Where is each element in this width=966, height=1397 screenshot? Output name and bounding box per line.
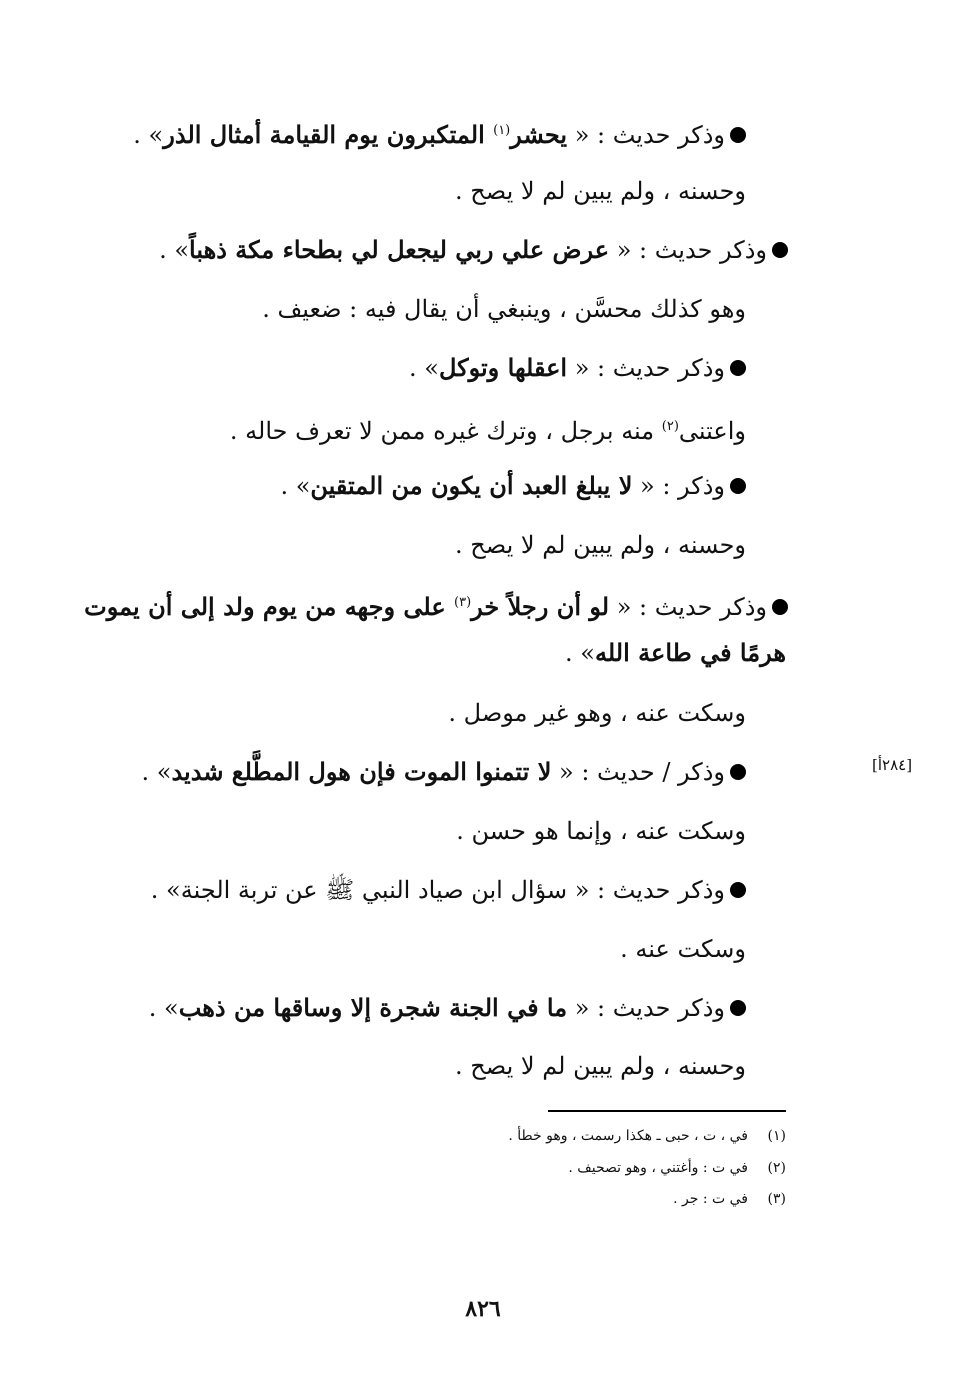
footnote-number: (١) (767, 1128, 786, 1144)
footnote-ref[interactable]: (٣) (454, 595, 472, 610)
hadith-entry-4: وذكر : « لا يبلغ العبد أن يكون من المتقين» . (280, 469, 746, 503)
hadith-entry-6: وذكر / حديث : « لا تتمنوا الموت فإن هول المطَّلع شديد» . (142, 755, 747, 789)
hadith-text: اعقلها وتوكل (439, 353, 568, 382)
hadith-entry-2: وذكر حديث : « عرض علي ربي ليجعل لي بطحاء مكة ذهباً» . (159, 233, 788, 267)
footnote-number: (٣) (767, 1191, 786, 1207)
comment-line: وسكت عنه ، وإنما هو حسن . (456, 817, 746, 845)
hadith-entry-1: وذكر حديث : « يحشر$^{(١)}$ المتكبرون يوم القيامة أمثال الذر» . (133, 114, 746, 152)
hadith-text: ما في الجنة شجرة إلا وساقها من ذهب (178, 993, 568, 1022)
bullet-icon (772, 599, 788, 615)
footnote-number: (٢) (767, 1160, 786, 1176)
comment-line: وحسنه ، ولم يبين لم لا يصح . (455, 177, 746, 205)
bullet-icon (730, 1000, 746, 1016)
comment-line: وحسنه ، ولم يبين لم لا يصح . (455, 531, 746, 559)
bullet-icon (730, 127, 746, 143)
bullet-icon (772, 242, 788, 258)
hadith-text: يحشر (510, 120, 568, 149)
comment-line: وسكت عنه . (620, 935, 746, 963)
hadith-text: لا تتمنوا الموت فإن هول المطَّلع شديد (171, 757, 552, 786)
footnote-ref[interactable]: (١) (493, 123, 511, 138)
hadith-text: لا يبلغ العبد أن يكون من المتقين (310, 471, 633, 500)
footnote-2: (٢)في ت : وأغتني ، وهو تصحيف . (568, 1160, 786, 1176)
footnote-3: (٣)في ت : جر . (673, 1191, 786, 1207)
footnote-ref[interactable]: (٢) (661, 419, 679, 434)
comment-line: وحسنه ، ولم يبين لم لا يصح . (455, 1052, 746, 1080)
footnote-1: (١)في ، ت ، حبى ـ هكذا رسمت ، وهو خطأ . (508, 1128, 786, 1144)
bullet-icon (730, 478, 746, 494)
hadith-text: على وجهه من يوم ولد إلى أن يموت (84, 592, 455, 621)
hadith-text: هرمًا في طاعة الله (594, 638, 786, 667)
page-number: ٨٢٦ (465, 1296, 501, 1322)
hadith-entry-3: وذكر حديث : « اعقلها وتوكل» . (409, 351, 746, 385)
hadith-continuation: هرمًا في طاعة الله» . (565, 638, 786, 667)
bullet-icon (730, 882, 746, 898)
footnote-divider (548, 1110, 786, 1112)
hadith-entry-8: وذكر حديث : « ما في الجنة شجرة إلا وساقها من ذهب» . (149, 991, 746, 1025)
comment-line: واعتنى$^{(٢)}$ منه برجل ، وترك غيره ممن لا تعرف حاله . (229, 417, 746, 445)
comment-line: وهو كذلك محسَّن ، وينبغي أن يقال فيه : ضعيف . (262, 295, 746, 323)
bullet-icon (730, 360, 746, 376)
hadith-text: لو أن رجلاً خر (471, 592, 610, 621)
comment-line: وسكت عنه ، وهو غير موصل . (448, 699, 746, 727)
hadith-text: المتكبرون يوم القيامة أمثال الذر (163, 120, 494, 149)
hadith-entry-7: وذكر حديث : « سؤال ابن صياد النبي ﷺ عن تربة الجنة» . (151, 873, 746, 907)
manuscript-folio-marker: [٢٨٤أ] (872, 756, 913, 774)
hadith-text: عرض علي ربي ليجعل لي بطحاء مكة ذهباً (189, 235, 610, 264)
hadith-entry-5: وذكر حديث : « لو أن رجلاً خر$^{(٣)}$ على وجهه من يوم ولد إلى أن يموت (84, 586, 788, 624)
bullet-icon (730, 764, 746, 780)
